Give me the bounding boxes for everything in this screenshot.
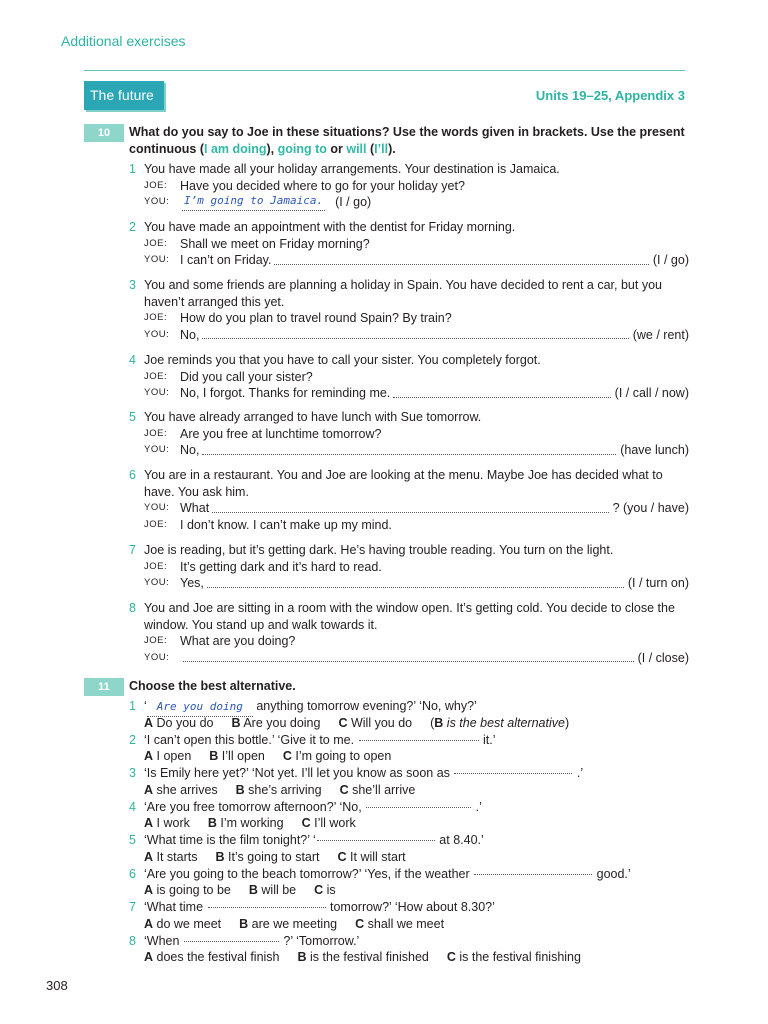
option-text: is the festival finished [310,950,429,964]
joe-line [144,236,689,253]
option[interactable] [144,749,191,763]
answer-blank[interactable] [207,586,624,588]
speaker-joe: JOE: [144,635,168,646]
question-text [144,933,689,950]
answer-options [144,782,433,799]
option-letter: B [207,816,217,830]
option[interactable] [144,850,198,864]
you-line[interactable] [144,650,689,667]
answer-blank[interactable] [393,396,610,398]
item-number: 7 [129,900,136,914]
speaker-joe: JOE: [144,237,168,249]
option[interactable] [144,917,221,931]
answer-options [144,916,462,933]
option-letter: C [314,883,324,897]
joe-says: How do you plan to travel round Spain? By train? [180,311,452,325]
item-number: 1 [129,699,136,713]
bracket-hint: (I / go) [652,253,689,267]
joe-line [144,369,689,386]
item-number: 4 [129,353,136,367]
joe-says: Have you decided where to go for your holiday yet? [180,178,465,193]
question-post: .’ [472,799,482,814]
answer-blank[interactable] [474,873,592,875]
joe-says: It’s getting dark and it’s hard to read. [180,559,382,574]
option-text: It starts [156,849,198,864]
joe-says: What are you doing? [180,634,296,648]
option-text: she’ll arrive [352,782,416,797]
speaker-joe: JOE: [144,427,168,439]
situation-text: You have made all your holiday arrangements. Your destination is Jamaica. [144,162,560,176]
handwritten-answer: I’m going to Jamaica. [182,193,325,211]
option-text: shall we meet [367,916,445,931]
option[interactable] [338,716,412,730]
option-text: It’s going to start [228,849,320,864]
item-number: 8 [129,601,136,615]
you-line[interactable] [144,385,689,402]
option[interactable] [144,883,231,897]
question-post: ?’ ‘Tomorrow.’ [279,933,360,948]
option-letter: C [301,816,311,830]
item-number: 7 [129,543,136,557]
option[interactable] [232,716,321,730]
bracket-hint: (we / rent) [632,327,689,342]
option-letter: B [209,749,219,763]
bracket-hint: ? (you / have) [612,501,689,515]
option-text: I open [156,749,192,763]
option[interactable] [239,917,337,931]
question-text [144,899,689,916]
page-number: 308 [46,978,68,993]
joe-says: Shall we meet on Friday morning? [180,236,370,251]
exercise-instruction: What do you say to Joe in these situations? Use the words given in brackets. Use the present continuous (I am doing), going to or will (I’ll). [129,125,685,156]
option-text: is going to be [156,883,231,897]
option[interactable] [144,783,218,797]
option-letter: C [446,950,456,964]
option[interactable] [144,816,190,830]
question-post: it.’ [479,732,496,747]
answer-blank[interactable] [366,806,471,808]
you-say: What [180,501,210,515]
you-line[interactable] [144,575,689,592]
bracket-hint: (have lunch) [620,443,689,457]
question-post: anything tomorrow evening?’ ‘No, why?’ [252,699,477,713]
option-letter: C [355,916,365,931]
answer-options [144,882,354,899]
option-letter: A [144,715,154,730]
question-text [144,799,689,816]
you-say: No, [180,327,200,342]
option[interactable] [314,883,336,897]
section-tab: The future [84,81,164,110]
question-pre: ‘I can’t open this bottle.’ ‘Give it to me. [144,732,358,747]
note-close: ) [564,715,570,730]
speaker-joe: JOE: [144,312,168,323]
answer-blank[interactable] [184,940,279,942]
option-text: Are you doing [243,715,321,730]
option-text: I’m going to open [295,749,392,763]
item-number: 4 [129,799,136,814]
joe-says: Are you free at lunchtime tomorrow? [180,426,382,441]
option-text: Do you do [156,715,214,730]
you-say: I can’t on Friday. [180,253,272,267]
you-line[interactable] [144,194,689,211]
option[interactable] [340,783,416,797]
question-pre: ‘What time [144,900,207,914]
option-text: I’m working [220,816,284,830]
question-pre: ‘Is Emily here yet?’ ‘Not yet. I’ll let you know as soon as [144,766,454,780]
option[interactable] [216,850,320,864]
item-number: 2 [129,220,136,234]
answer-blank[interactable] [202,337,628,339]
question-post: at 8.40.’ [435,833,484,847]
note-letter: B [434,715,444,730]
item-number: 3 [129,766,136,780]
option[interactable] [338,850,406,864]
option-text: It will start [350,849,406,864]
option-text: are we meeting [251,916,338,931]
option[interactable] [355,917,444,931]
item-number: 1 [129,162,136,176]
situation-text: You have made an appointment with the dentist for Friday morning. [144,220,516,234]
item-number: 6 [129,468,136,482]
situation-text: Joe reminds you that you have to call your sister. You completely forgot. [144,353,541,367]
units-reference: Units 19–25, Appendix 3 [535,88,685,103]
option-letter: A [144,950,154,964]
answer-options [144,748,409,765]
item-number: 6 [129,866,136,881]
question-pre: ‘When [144,933,183,948]
option[interactable] [236,783,322,797]
situation-text: You and Joe are sitting in a room with the window open. It’s getting cold. You decide to close the window. You stand up and walk towards it. [144,601,675,632]
answer-blank[interactable] [212,511,608,513]
running-head: Additional exercises [61,33,186,49]
answer-options [144,715,569,732]
you-say: No, [180,443,200,457]
header-rule [84,70,685,71]
option-text: will be [261,883,297,897]
question-pre: ‘Are you going to the beach tomorrow?’ ‘Yes, if the weather [144,866,474,881]
option-letter: B [235,782,245,797]
option-text: is [326,883,336,897]
answer-options [144,849,424,866]
answer-blank[interactable] [454,772,572,774]
answer-blank[interactable] [317,839,435,841]
speaker-joe: JOE: [144,518,168,530]
option-letter: A [144,749,154,763]
question-text [144,832,689,849]
option-letter: A [144,849,154,864]
option[interactable] [209,749,265,763]
option-letter: A [144,816,154,830]
situation-text: You are in a restaurant. You and Joe are looking at the menu. Maybe Joe has decided what to have. You ask him. [144,468,663,499]
option[interactable] [302,816,356,830]
bracket-hint: (I / go) [335,195,372,209]
situation-text: You have already arranged to have lunch with Sue tomorrow. [144,410,482,424]
question-post: .’ [573,766,584,780]
option-text: do we meet [156,916,222,931]
option-letter: A [144,883,154,897]
option-letter: C [337,849,347,864]
item-number: 2 [129,732,136,747]
option-text: she arrives [156,782,218,797]
option-letter: A [144,782,154,797]
answer-options [144,949,599,966]
exercise-number: 11 [84,678,124,696]
you-line[interactable] [144,500,689,517]
option[interactable] [144,950,280,964]
option-letter: C [339,782,349,797]
speaker-you: YOU: [144,444,170,455]
situation-text: Joe is reading, but it’s getting dark. He’s having trouble reading. You turn on the light. [144,543,614,557]
option-text: Will you do [350,715,413,730]
question-pre: ‘What time is the film tonight?’ ‘ [144,833,316,847]
speaker-you: YOU: [144,254,170,265]
option-letter: B [215,849,225,864]
speaker-joe: JOE: [144,370,168,382]
option-letter: B [297,950,307,964]
question-pre: ‘ [144,699,147,713]
answer-blank[interactable] [183,660,634,662]
option-letter: A [144,916,154,931]
you-say: Yes, [180,576,204,590]
joe-says: Did you call your sister? [180,369,313,384]
option[interactable] [447,950,581,964]
speaker-you: YOU: [144,502,170,513]
answer-blank[interactable] [208,906,326,908]
item-number: 5 [129,833,136,847]
option-letter: B [248,883,258,897]
option-letter: C [282,749,292,763]
situation-text: You and some friends are planning a holiday in Spain. You have decided to rent a car, but you haven’t arranged this yet. [144,278,662,309]
option[interactable] [298,950,429,964]
joe-line [144,559,689,576]
option-text: I work [156,816,190,830]
option-text: does the festival finish [156,950,280,964]
option[interactable] [144,716,214,730]
joe-line [144,178,689,195]
you-line[interactable] [144,327,689,344]
option-text: is the festival finishing [459,950,581,964]
option-text: she’s arriving [248,782,322,797]
item-number: 8 [129,933,136,948]
joe-says: I don’t know. I can’t make up my mind. [180,517,392,532]
bracket-hint: (I / turn on) [627,576,689,590]
answer-blank[interactable] [202,453,616,455]
exercise-number: 10 [84,124,124,142]
joe-line [144,517,689,534]
speaker-joe: JOE: [144,179,168,191]
joe-line [144,426,689,443]
answer-blank[interactable] [359,739,479,741]
option[interactable] [283,749,391,763]
speaker-you: YOU: [144,328,170,340]
option-text: I’ll open [221,749,265,763]
answer-blank[interactable] [274,263,648,265]
question-post: good.’ [593,866,631,881]
option[interactable] [208,816,284,830]
bracket-hint: (I / close) [637,650,689,665]
question-text [144,765,689,782]
item-number: 5 [129,410,136,424]
example-note [430,716,569,730]
you-line[interactable] [144,252,689,269]
note-open: ( [430,715,435,730]
joe-line [144,633,689,650]
speaker-joe: JOE: [144,560,168,572]
option-letter: C [338,715,348,730]
option[interactable] [249,883,296,897]
option-letter: B [239,916,249,931]
you-line[interactable] [144,442,689,459]
speaker-you: YOU: [144,577,170,588]
you-say: No, I forgot. Thanks for reminding me. [180,386,391,400]
bracket-hint: (I / call / now) [614,386,689,400]
option-text: I’ll work [314,816,356,830]
speaker-you: YOU: [144,196,170,207]
joe-line [144,310,689,327]
question-post: tomorrow?’ ‘How about 8.30?’ [326,900,495,914]
handwritten-answer: Are you doing [147,699,253,717]
question-pre: ‘Are you free tomorrow afternoon?’ ‘No, [144,799,366,814]
exercise-instruction: Choose the best alternative. [129,679,296,693]
question-text [144,732,689,749]
answer-options [144,815,374,832]
option-letter: B [231,715,241,730]
item-number: 3 [129,278,136,292]
question-text [144,866,689,883]
speaker-you: YOU: [144,651,170,663]
note-text: is the best alternative [443,715,565,730]
speaker-you: YOU: [144,387,170,398]
